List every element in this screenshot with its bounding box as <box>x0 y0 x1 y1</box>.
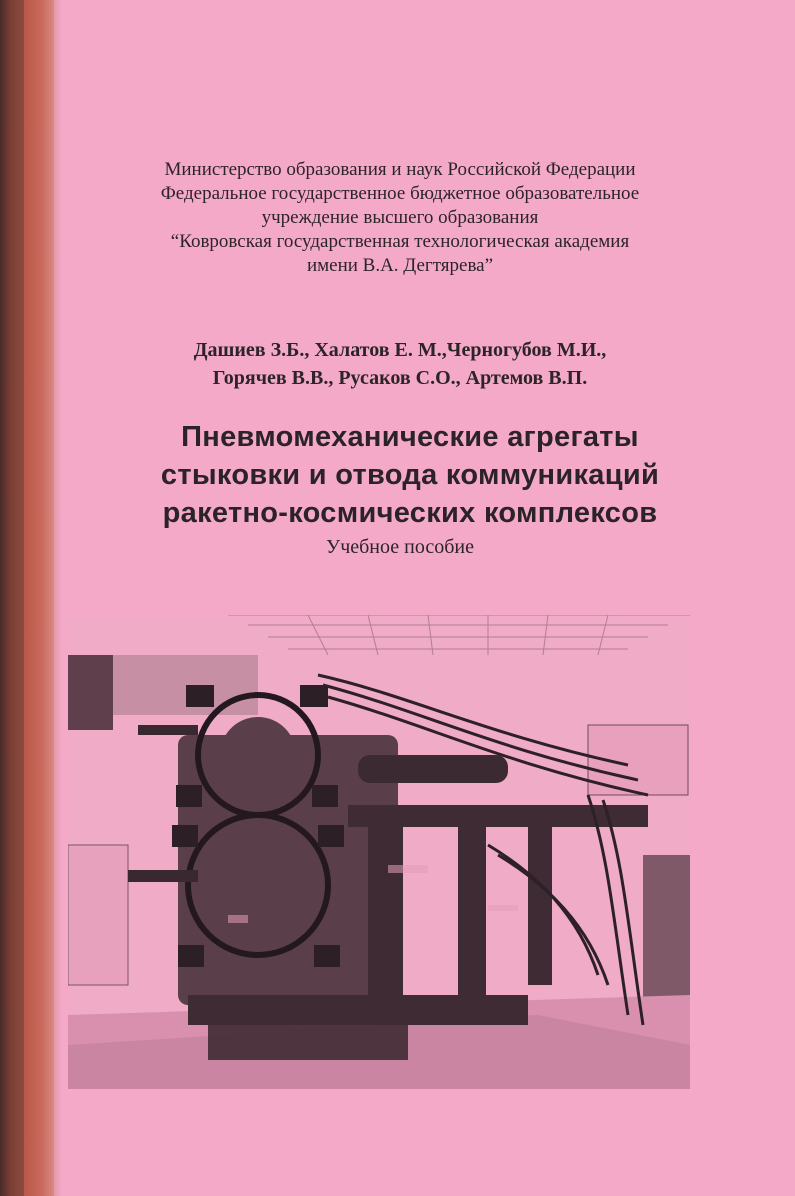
institution-header <box>70 158 730 278</box>
header-line: Министерство образования и наук Российской Федерации <box>164 159 636 180</box>
title-line: ракетно-космических комплексов <box>162 497 658 529</box>
book-subtitle: Учебное пособие <box>326 536 474 558</box>
title-line: Пневмомеханические агрегаты <box>181 421 639 453</box>
spine-binding <box>24 0 54 1196</box>
book-title <box>40 418 780 532</box>
authors-block <box>70 336 730 392</box>
cover-photo <box>68 615 690 1089</box>
header-line: учреждение высшего образования <box>261 207 539 228</box>
header-line: имени В.А. Дегтярева” <box>306 255 494 276</box>
header-line: Федеральное государственное бюджетное образовательное <box>160 183 640 204</box>
authors-line: Дашиев З.Б., Халатов Е. М.,Черногубов М.И., <box>193 339 607 361</box>
spine-edge <box>54 0 62 1196</box>
authors-line: Горячев В.В., Русаков С.О., Артемов В.П. <box>212 367 588 389</box>
header-line: “Ковровская государственная технологическая академия <box>170 231 630 252</box>
title-line: стыковки и отвода коммуникаций <box>160 459 660 491</box>
book-spine <box>0 0 24 1196</box>
machinery-illustration <box>68 615 690 1089</box>
